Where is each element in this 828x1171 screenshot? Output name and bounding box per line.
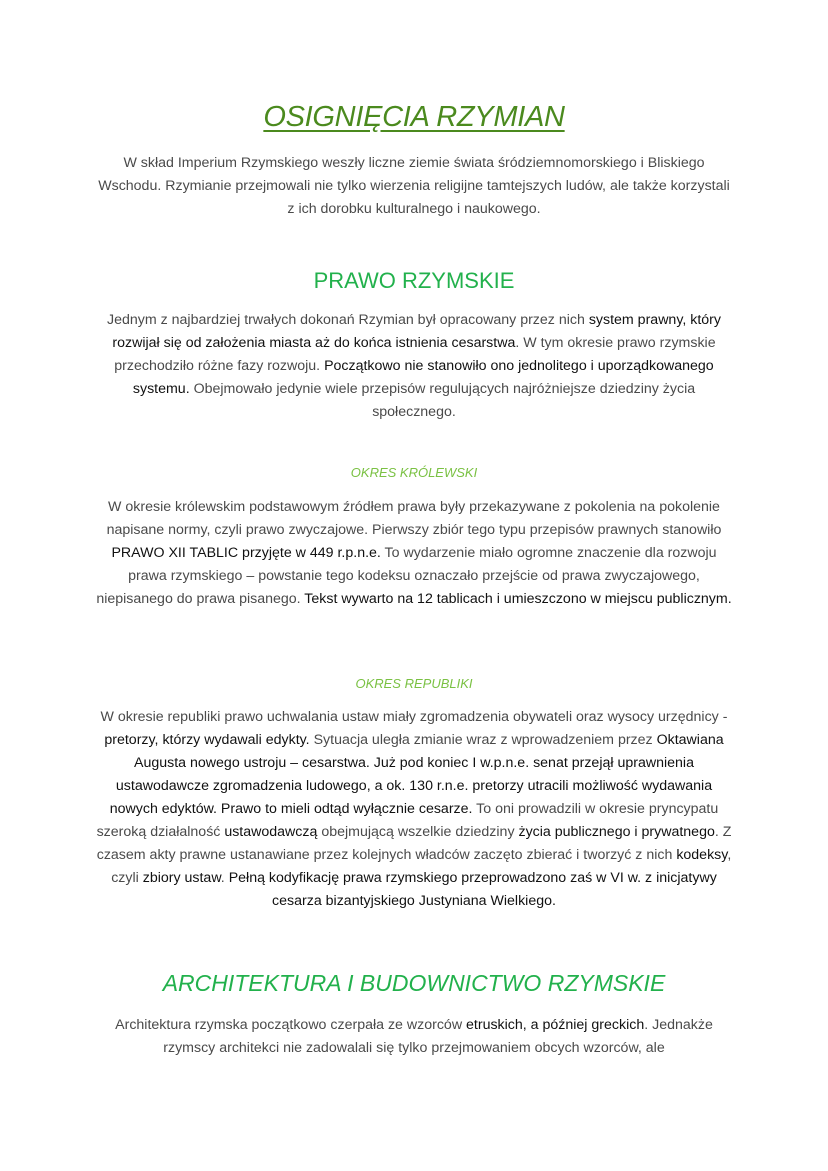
republic-paragraph: W okresie republiki prawo uchwalania ustaw miały zgromadzenia obywateli oraz wysocy urzędnicy - pretorzy, którzy wydawali edykty. Sytuacja uległa zmianie wraz z wprowadzeniem przez Oktawiana Augusta nowego ustroju – cesarstwa. Już pod koniec I w.p.n.e. senat przejął uprawnienia ustawodawcze zgromadzenia ludowego, a ok. 130 r.n.e. pretorzy utracili możliwość wydawania nowych edyktów. Prawo to mieli odtąd wyłącznie cesarze. To oni prowadzili w okresie pryncypatu szeroką działalność ustawodawczą obejmującą wszelkie dziedziny życia publicznego i prywatnego. Z czasem akty prawne ustanawiane przez kolejnych władców zaczęto zbierać i tworzyć z nich kodeksy, czyli zbiory ustaw. Pełną kodyfikację prawa rzymskiego przeprowadzono zaś w VI w. z inicjatywy cesarza bizantyjskiego Justyniana Wielkiego. xyxy=(96,709,732,909)
law-paragraph: Jednym z najbardziej trwałych dokonań Rzymian był opracowany przez nich system prawny, który rozwijał się od założenia miasta aż do końca istnienia cesarstwa. W tym okresie prawo rzymskie przechodziło różne fazy rozwoju. Początkowo nie stanowiło ono jednolitego i uporządkowanego systemu. Obejmowało jedynie wiele przepisów regulujących najróżniejsze dziedziny życia społecznego. xyxy=(106,312,721,420)
section-heading-royal: OKRES KRÓLEWSKI xyxy=(350,465,478,480)
page-title: OSIGNIĘCIA RZYMIAN xyxy=(263,101,565,133)
intro-paragraph: W skład Imperium Rzymskiego weszły liczne ziemie świata śródziemnomorskiego i Bliskiego Wschodu. Rzymianie przejmowali nie tylko wierzenia religijne tamtejszych ludów, ale także korzystali z ich dorobku kulturalnego i naukowego. xyxy=(98,155,730,217)
royal-paragraph: W okresie królewskim podstawowym źródłem prawa były przekazywane z pokolenia na pokolenie napisane normy, czyli prawo zwyczajowe. Pierwszy zbiór tego typu przepisów prawnych stanowiło PRAWO XII TABLIC przyjęte w 449 r.p.n.e. To wydarzenie miało ogromne znaczenie dla rozwoju prawa rzymskiego – powstanie tego kodeksu oznaczało przejście od prawa zwyczajowego, niepisanego do prawa pisanego. Tekst wywarto na 12 tablicach i umieszczono w miejscu publicznym. xyxy=(96,499,732,607)
section-heading-architecture: ARCHITEKTURA I BUDOWNICTWO RZYMSKIE xyxy=(162,970,666,996)
section-heading-law: PRAWO RZYMSKIE xyxy=(313,268,515,293)
architecture-paragraph: Architektura rzymska początkowo czerpała ze wzorców etruskich, a później greckich. Jednakże rzymscy architekci nie zadowalali się tylko przejmowaniem obcych wzorców, ale xyxy=(115,1017,713,1056)
section-heading-republic: OKRES REPUBLIKI xyxy=(355,676,473,691)
